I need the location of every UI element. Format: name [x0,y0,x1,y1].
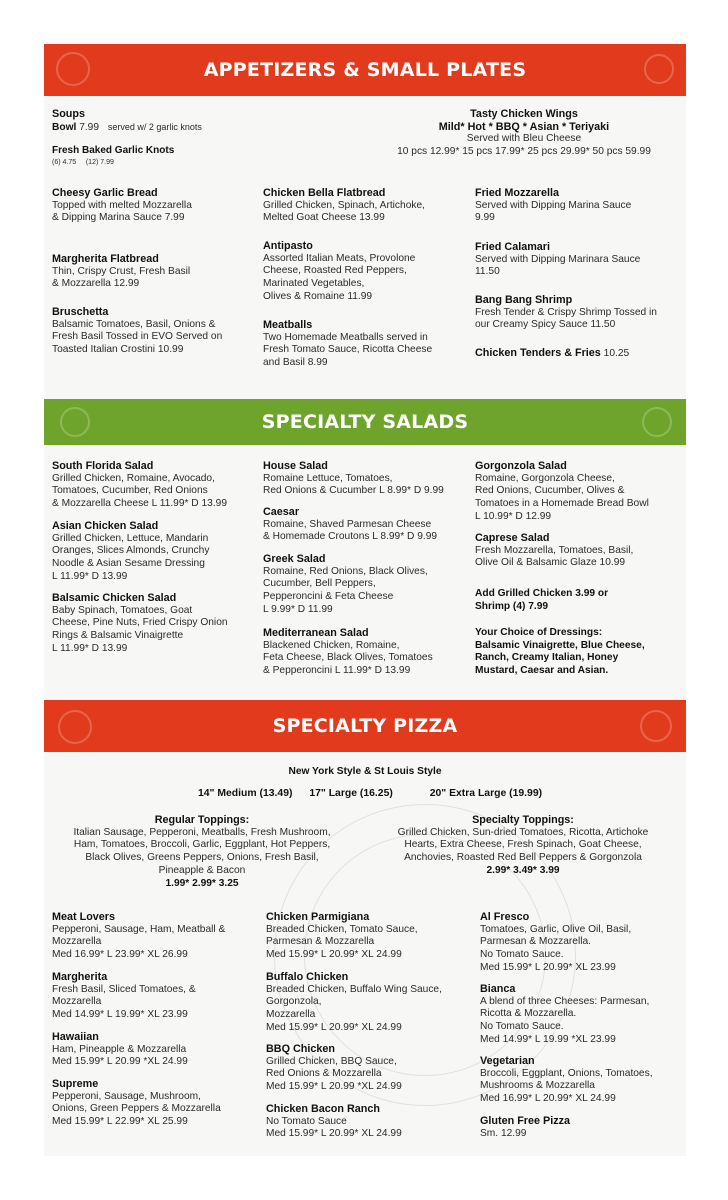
toppings-line: Ham, Tomatoes, Broccoli, Garlic, Eggplant, Hot Peppers, [73,839,331,851]
item-desc: Romaine Lettuce, Tomatoes, [263,472,393,484]
item-desc: Oranges, Slices Almonds, Crunchy [52,545,210,557]
item-desc: Red Onions, Cucumber, Olives & [475,485,625,497]
toppings-line: Pineapple & Bacon [158,864,246,876]
item-desc: Fresh Basil, Sliced Tomatoes, & [52,983,196,995]
leaf-icon [642,407,672,437]
specialty-toppings-title: Specialty Toppings: [472,814,574,826]
appetizers-banner [44,44,686,96]
item-desc: L 11.99* D 13.99 [52,570,128,582]
item-price: Med 16.99* L 20.99* XL 24.99 [480,1093,616,1105]
item-desc: Pepperoncini & Feta Cheese [263,591,394,603]
item-title: Chicken Bella Flatbread [263,187,386,199]
toppings-line: Italian Sausage, Pepperoni, Meatballs, Fresh Mushroom, [73,826,331,838]
item-price: Med 15.99* L 20.99* XL 24.99 [266,949,402,961]
dressings-line: Ranch, Creamy Italian, Honey [475,652,619,664]
item-desc: Fresh Basil Tossed in EVO Served on [52,331,223,343]
item-desc: Cheese, Pine Nuts, Fried Crispy Onion [52,617,228,629]
item-desc: Tomatoes, Garlic, Olive Oil, Basil, [480,923,632,935]
item-desc: & Mozzarella Cheese L 11.99* D 13.99 [52,498,227,510]
salad-house [263,460,475,498]
item-desc: Cheese, Roasted Red Peppers, [263,265,407,277]
add-chicken-note [475,588,685,613]
appetizers-title: APPETIZERS & SMALL PLATES [203,59,527,81]
item-desc: 9.99 [475,212,495,224]
item-title: Hawaiian [52,1031,99,1043]
item-desc: Served with Dipping Marinara Sauce [475,253,641,265]
item-desc: our Creamy Spicy Sauce 11.50 [475,319,616,331]
item-title: Chicken Parmigiana [266,911,370,923]
item-desc: Breaded Chicken, Tomato Sauce, [266,923,418,935]
pizza-buffalo-chicken [266,971,478,1035]
soups-block [52,108,292,134]
item-desc: Toasted Italian Crostini 10.99 [52,344,184,356]
item-desc: Melted Goat Cheese 13.99 [263,212,385,224]
wings-prices: 10 pcs 12.99* 15 pcs 17.99* 25 pcs 29.99* 50 pcs 59.99 [397,146,651,158]
size-xl: 20" Extra Large (19.99) [429,788,543,799]
item-price: Med 14.99* L 19.99* XL 23.99 [52,1009,188,1021]
item-desc: Breaded Chicken, Buffalo Wing Sauce, [266,983,442,995]
size-medium: 14" Medium (13.49) [198,788,293,799]
item-desc: Fresh Tender & Crispy Shrimp Tossed in [475,306,657,318]
item-desc: & Mozzarella 12.99 [52,278,140,290]
pizza-sizes [198,788,678,801]
item-title: Caprese Salad [475,532,550,544]
item-desc: Mozzarella [52,936,102,948]
item-title: Mediterranean Salad [263,627,369,639]
app-item-chicken-bella [263,187,473,225]
item-title: Vegetarian [480,1055,535,1067]
pizza-chicken-bacon-ranch [266,1103,478,1141]
item-title: Margherita Flatbread [52,253,159,265]
app-item-meatballs [263,319,473,370]
pizza-gluten-free [480,1115,684,1140]
item-title: Gluten Free Pizza [480,1115,570,1127]
salad-asian-chicken [52,520,262,584]
item-desc: Fresh Tomato Sauce, Ricotta Cheese [263,344,433,356]
garlic-knots-prices: (6) 4.75 (12) 7.99 [52,158,114,166]
salad-caprese [475,532,685,570]
item-title: Caesar [263,506,300,518]
leaf-icon [60,407,90,437]
item-desc: Mozzarella [52,996,102,1008]
item-desc: Red Onions & Mozzarella [266,1068,382,1080]
salad-south-florida [52,460,262,511]
item-desc: and Basil 8.99 [263,357,328,369]
item-desc: No Tomato Sauce. [480,949,564,961]
item-desc: & Dipping Marina Sauce 7.99 [52,212,185,224]
soups-title: Soups [52,108,85,120]
item-desc: Pepperoni, Sausage, Ham, Meatball & [52,923,226,935]
app-item-antipasto [263,240,473,304]
item-desc: A blend of three Cheeses: Parmesan, [480,995,650,1007]
salads-title: SPECIALTY SALADS [261,411,469,433]
item-price: Med 14.99* L 19.99 *XL 23.99 [480,1033,616,1045]
item-title: BBQ Chicken [266,1043,335,1055]
wings-flavors: Mild* Hot * BBQ * Asian * Teriyaki [438,120,610,133]
item-desc: Marinated Vegetables, [263,278,365,290]
item-desc: Thin, Crispy Crust, Fresh Basil [52,265,191,277]
item-desc: Olive Oil & Balsamic Glaze 10.99 [475,557,626,569]
app-item-cheesy-garlic-bread [52,187,257,225]
item-desc: Rings & Balsamic Vinaigrette [52,630,184,642]
add-chicken-line: Shrimp (4) 7.99 [475,600,549,612]
garlic-knots-title: Fresh Baked Garlic Knots [52,145,175,156]
toppings-line: Anchovies, Roasted Red Bell Peppers & Gorgonzola [404,852,642,864]
item-desc: L 9.99* D 11.99 [263,603,333,615]
app-item-margherita-flatbread [52,253,257,291]
bowl-price: 7.99 [79,121,100,133]
item-desc: Tomatoes in a Homemade Bread Bowl [475,498,649,510]
item-title: South Florida Salad [52,460,154,472]
item-desc: Parmesan & Mozzarella. [480,936,591,948]
garlic-knots-block [52,145,292,167]
item-desc: Blackened Chicken, Romaine, [263,639,400,651]
item-desc: Onions, Green Peppers & Mozzarella [52,1103,221,1115]
item-price: Med 15.99* L 20.99* XL 23.99 [480,961,616,973]
salad-greek [263,553,475,617]
salad-mediterranean [263,627,475,678]
item-desc: L 11.99* D 13.99 [52,642,128,654]
item-desc: Grilled Chicken, Spinach, Artichoke, [263,199,425,211]
regular-toppings-prices: 1.99* 2.99* 3.25 [165,877,239,889]
item-desc: & Homemade Croutons L 8.99* D 9.99 [263,531,438,543]
bowl-label: Bowl [52,121,77,133]
wings-title: Tasty Chicken Wings [470,108,578,120]
item-title: Buffalo Chicken [266,971,349,983]
app-item-fried-calamari [475,241,683,279]
item-title: Cheesy Garlic Bread [52,187,158,199]
item-desc: Tomatoes, Cucumber, Red Onions [52,485,208,497]
item-title: Meat Lovers [52,911,116,923]
item-desc: Mozzarella [266,1009,316,1021]
dressings-note [475,627,685,678]
item-desc: Broccoli, Eggplant, Onions, Tomatoes, [480,1067,653,1079]
item-price: Sm. 12.99 [480,1127,527,1139]
pizza-slice-icon [640,710,672,742]
item-title: Antipasto [263,240,313,252]
pizza-chicken-parmigiana [266,911,478,962]
item-desc: Baby Spinach, Tomatoes, Goat [52,604,193,616]
tomato-icon [56,52,90,86]
salad-gorgonzola [475,460,685,524]
pizza-title: SPECIALTY PIZZA [272,715,458,737]
pizza-banner [44,700,686,752]
item-desc: Olives & Romaine 11.99 [263,290,373,302]
item-price: Med 15.99* L 20.99 *XL 24.99 [266,1081,402,1093]
item-desc: Topped with melted Mozzarella [52,199,192,211]
item-title: Asian Chicken Salad [52,520,159,532]
regular-toppings-title: Regular Toppings: [154,814,250,826]
pizza-bianca [480,983,684,1047]
wings-note: Served with Bleu Cheese [466,133,582,145]
item-desc: Parmesan & Mozzarella [266,936,375,948]
regular-toppings [50,814,354,890]
item-title: Chicken Bacon Ranch [266,1103,380,1115]
item-title: House Salad [263,460,328,472]
specialty-toppings-prices: 2.99* 3.49* 3.99 [486,864,560,876]
item-desc: Romaine, Shaved Parmesan Cheese [263,518,432,530]
pizza-vegetarian [480,1055,684,1106]
item-desc: L 10.99* D 12.99 [475,510,552,522]
item-title: Margherita [52,971,108,983]
toppings-line: Grilled Chicken, Sun-dried Tomatoes, Ricotta, Artichoke [397,826,649,838]
item-price: Med 15.99* L 20.99 *XL 24.99 [52,1056,188,1068]
size-large: 17" Large (16.25) [309,788,393,799]
salads-banner [44,399,686,445]
item-title: Bianca [480,983,516,995]
item-price: Med 16.99* L 23.99* XL 26.99 [52,949,188,961]
item-desc: Assorted Italian Meats, Provolone [263,252,416,264]
app-item-chicken-tenders [475,347,683,361]
item-desc: 11.50 [475,266,500,278]
pizza-hawaiian [52,1031,264,1069]
item-desc: Feta Cheese, Black Olives, Tomatoes [263,652,433,664]
app-item-bang-bang-shrimp [475,294,683,332]
item-title: Balsamic Chicken Salad [52,592,177,604]
item-desc: & Pepperoncini L 11.99* D 13.99 [263,665,411,677]
item-desc: Noodle & Asian Sesame Dressing [52,558,205,570]
app-item-bruschetta [52,306,257,357]
item-desc: No Tomato Sauce. [480,1021,564,1033]
item-desc: Pepperoni, Sausage, Mushroom, [52,1090,201,1102]
item-price: Med 15.99* L 20.99* XL 24.99 [266,1021,402,1033]
item-desc: Ricotta & Mozzarella. [480,1008,577,1020]
item-title: Gorgonzola Salad [475,460,567,472]
pizza-style: New York Style & St Louis Style [288,766,442,777]
salad-balsamic-chicken [52,592,262,656]
item-title: Chicken Tenders & Fries [475,347,601,359]
item-price: Med 15.99* L 20.99* XL 24.99 [266,1128,402,1140]
pizza-margherita [52,971,264,1022]
toppings-line: Hearts, Extra Cheese, Fresh Spinach, Goat Cheese, [404,839,642,851]
item-desc: Gorgonzola, [266,996,322,1008]
item-desc: Romaine, Gorgonzola Cheese, [475,472,615,484]
dressings-line: Your Choice of Dressings: [475,627,603,638]
tomato-icon [58,710,92,744]
pizza-bbq-chicken [266,1043,478,1094]
app-item-fried-mozzarella [475,187,683,225]
item-price: 10.25 [603,348,630,359]
item-desc: Served with Dipping Marina Sauce [475,199,632,211]
menu-page [44,44,686,1156]
item-title: Supreme [52,1078,99,1090]
pizza-supreme [52,1078,264,1129]
dressings-line: Balsamic Vinaigrette, Blue Cheese, [475,639,645,651]
item-desc: Fresh Mozzarella, Tomatoes, Basil, [475,544,634,556]
item-desc: Cucumber, Bell Peppers, [263,578,376,590]
bowl-note: served w/ 2 garlic knots [107,121,202,132]
item-price: Med 15.99* L 22.99* XL 25.99 [52,1116,188,1128]
dressings-line: Mustard, Caesar and Asian. [475,665,609,677]
item-title: Fried Calamari [475,241,551,253]
item-title: Bang Bang Shrimp [475,294,573,306]
wings-block [374,108,674,159]
item-title: Fried Mozzarella [475,187,559,199]
item-desc: Red Onions & Cucumber L 8.99* D 9.99 [263,485,444,497]
toppings-line: Black Olives, Greens Peppers, Onions, Fresh Basil, [85,852,319,864]
tomato-icon [644,54,674,84]
item-title: Bruschetta [52,306,109,318]
item-desc: Grilled Chicken, Lettuce, Mandarin [52,532,209,544]
item-desc: Ham, Pineapple & Mozzarella [52,1043,187,1055]
item-title: Greek Salad [263,553,326,565]
item-desc: Balsamic Tomatoes, Basil, Onions & [52,318,216,330]
add-chicken-line: Add Grilled Chicken 3.99 or [475,588,609,599]
item-title: Al Fresco [480,911,530,923]
item-desc: Mushrooms & Mozzarella [480,1080,595,1092]
item-desc: Grilled Chicken, Romaine, Avocado, [52,472,215,484]
item-desc: Two Homemade Meatballs served in [263,331,428,343]
pizza-al-fresco [480,911,684,975]
salad-caesar [263,506,475,544]
item-desc: Romaine, Red Onions, Black Olives, [263,565,428,577]
item-desc: Grilled Chicken, BBQ Sauce, [266,1055,397,1067]
specialty-toppings [366,814,680,878]
pizza-meat-lovers [52,911,264,962]
item-title: Meatballs [263,319,313,331]
item-desc: No Tomato Sauce [266,1115,347,1127]
